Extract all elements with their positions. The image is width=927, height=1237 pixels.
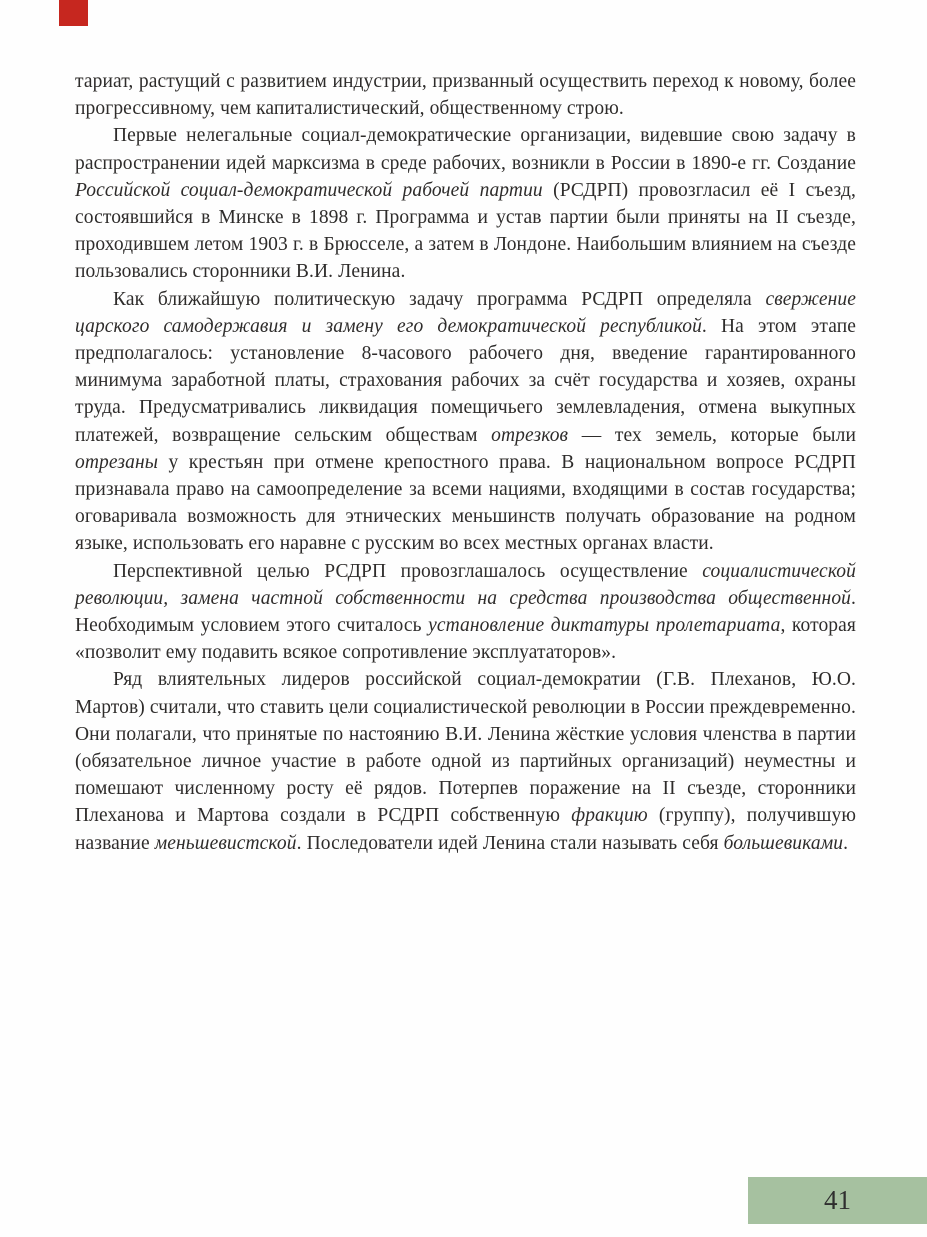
italic-text-segment: отрезаны xyxy=(75,451,159,473)
italic-text-segment: большевиками xyxy=(723,832,844,854)
text-segment: Как ближайшую политическую задачу программа РСДРП определяла xyxy=(113,288,766,310)
paragraph xyxy=(75,666,856,856)
red-corner-mark xyxy=(59,0,88,26)
paragraph xyxy=(75,68,856,122)
page-number-box xyxy=(748,1177,927,1224)
text-segment: . Необходимым условием этого считалось xyxy=(75,587,856,637)
text-segment: . На этом этапе предполагалось: установление 8-часового рабочего дня, введение гарантированного минимума заработной платы, страхования рабочих за счёт государства и хозяев, охраны труда. Предусматривались ликвидация помещичьего землевладения, отмена выкупных платежей, возвращение сельским обществам xyxy=(75,315,856,446)
text-segment: , которая «позволит ему подавить всякое сопротивление эксплуататоров». xyxy=(75,615,856,664)
text-segment: — тех земель, которые были xyxy=(568,424,856,446)
paragraph xyxy=(75,558,856,667)
italic-text-segment: меньшевистской xyxy=(154,832,297,854)
paragraph xyxy=(75,122,856,285)
body-text xyxy=(75,68,856,857)
italic-text-segment: установление диктатуры пролетариата xyxy=(428,615,781,637)
text-segment: (группу), получившую название xyxy=(75,805,856,854)
italic-text-segment: свержение царского самодержавия и замену его демократической республикой xyxy=(75,288,856,337)
paragraph xyxy=(75,286,856,558)
text-segment: Перспективной целью РСДРП провозглашалось осуществление xyxy=(113,560,703,582)
text-segment: (РСДРП) провозгласил её I съезд, состоявшийся в Минске в 1898 г. Программа и устав партии были приняты на II съезде, проходившем летом 1903 г. в Брюсселе, а затем в Лондоне. Наибольшим влиянием на съезде пользовались сторонники В.И. Ленина. xyxy=(75,179,856,283)
text-segment: Ряд влиятельных лидеров российской социал-демократии (Г.В. Плеханов, Ю.О. Мартов) считали, что ставить цели социалистической революции в России преждевременно. Они полагали, что принятые по настоянию В.И. Ленина жёсткие условия членства в партии (обязательное личное участие в работе одной из партийных организаций) неуместны и помешают численному росту её рядов. Потерпев поражение на II съезде, сторонники Плеханова и Мартова создали в РСДРП собственную xyxy=(75,669,856,827)
italic-text-segment: социалистической революции, замена частной собственности на средства производства общественной xyxy=(75,560,856,609)
text-segment: . xyxy=(843,832,849,854)
text-segment: тариат, растущий с развитием индустрии, призванный осуществить переход к новому, более прогрессивному, чем капиталистический, общественному строю. xyxy=(75,71,856,120)
italic-text-segment: отрезков xyxy=(491,424,569,446)
italic-text-segment: Российской социал-демократической рабочей партии xyxy=(75,179,543,201)
page-number: 41 xyxy=(824,1185,851,1215)
italic-text-segment: фракцию xyxy=(571,805,648,827)
text-segment: Первые нелегальные социал-демократические организации, видевшие свою задачу в распространении идей марксизма в среде рабочих, возникли в России в 1890-е гг. Создание xyxy=(75,125,856,174)
text-segment: . Последователи идей Ленина стали называть себя xyxy=(296,832,724,854)
text-segment: у крестьян при отмене крепостного права. В национальном вопросе РСДРП признавала право на самоопределение за всеми нациями, входящими в состав государства; оговаривала возможность для этнических меньшинств получать образование на родном языке, использовать его наравне с русским во всех местных органах власти. xyxy=(75,451,856,555)
